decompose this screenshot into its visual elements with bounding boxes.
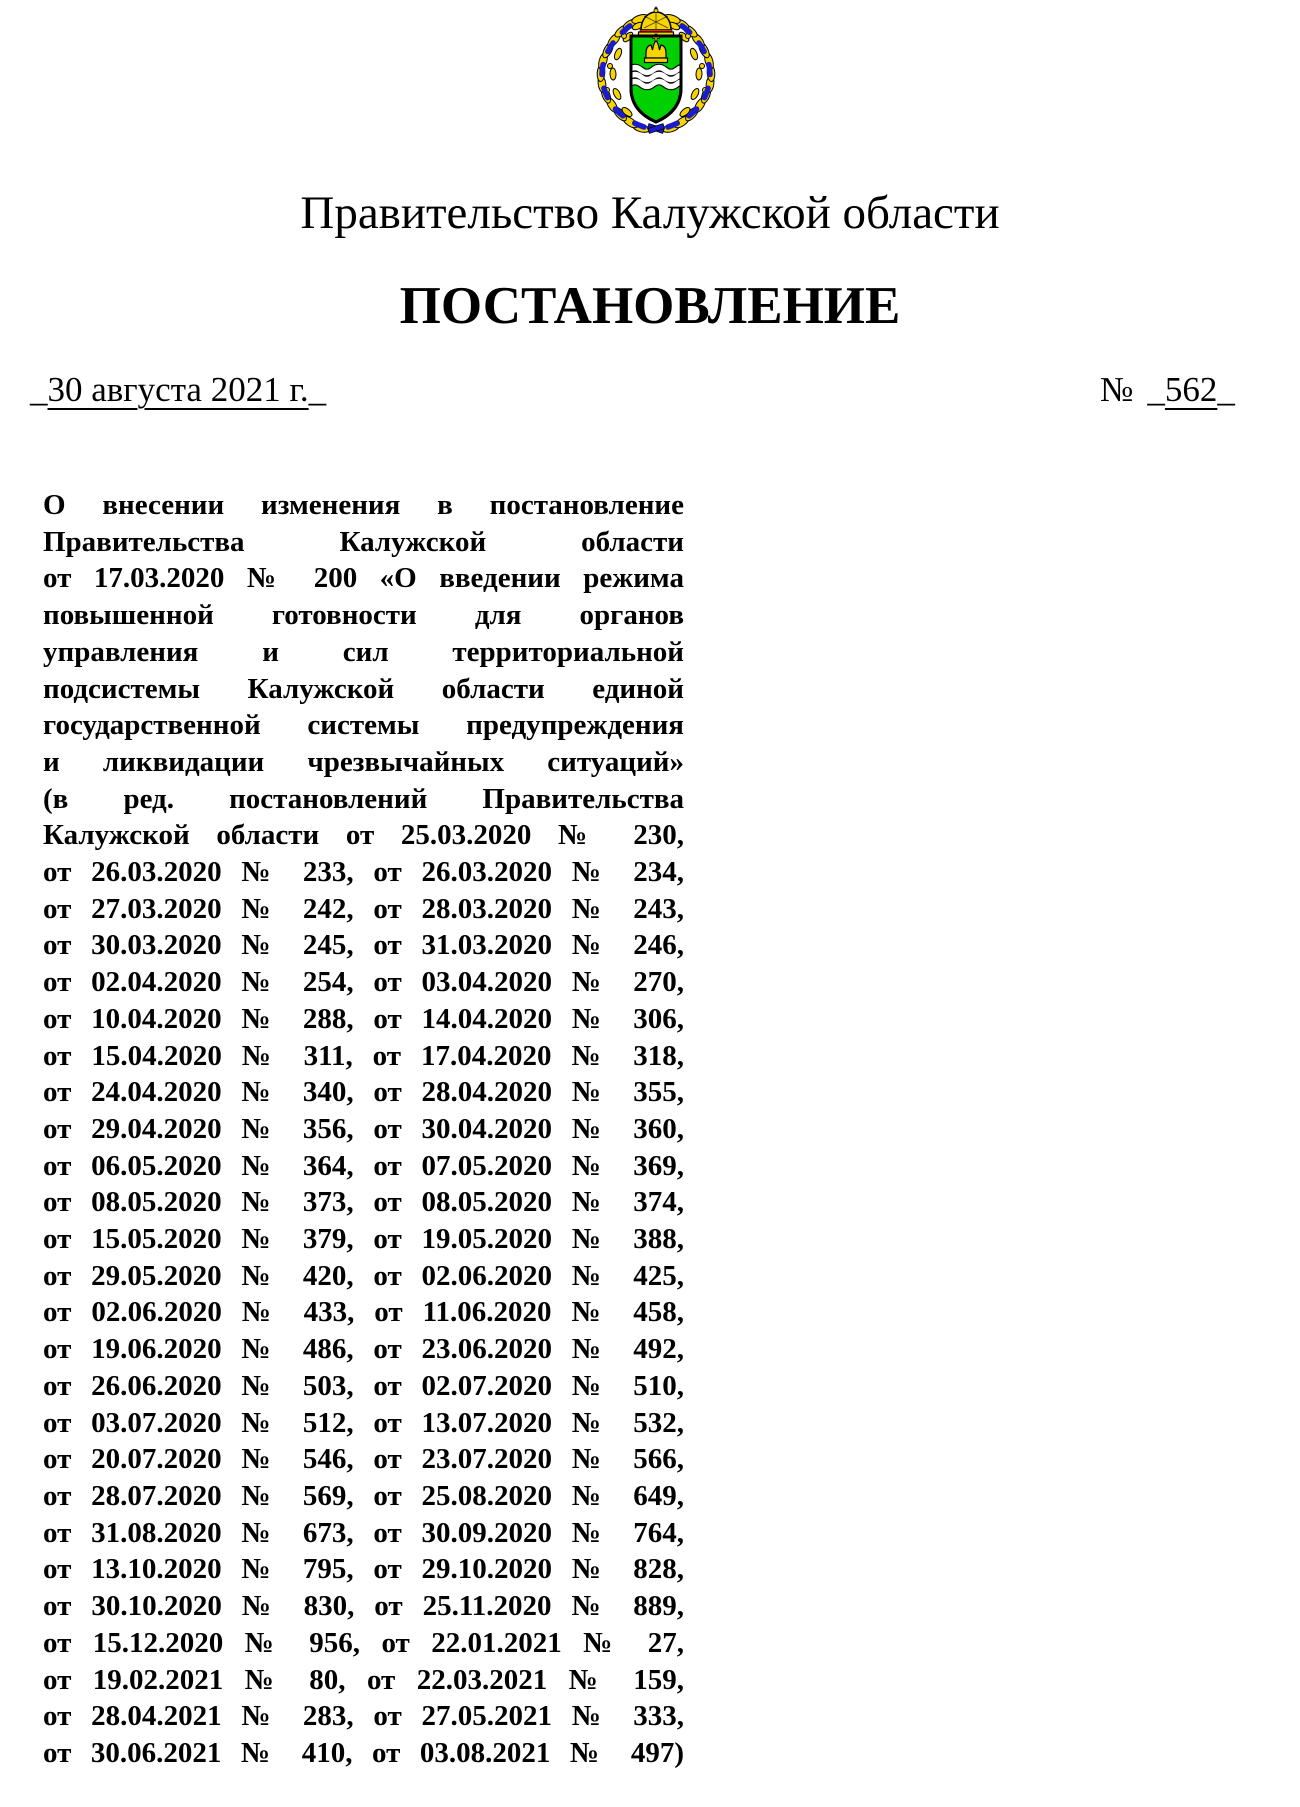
body-paragraph [43,487,684,1772]
body-line: от 26.03.2020 № 233, от 26.03.2020 № 234, [43,856,684,889]
doc-type-title: ПОСТАНОВЛЕНИЕ [399,277,901,335]
body-line: (в ред. постановлений Правительства [43,782,684,815]
body-line: государственной системы предупреждения [43,709,684,742]
number-underscore-post: _ [1217,370,1235,409]
date-underscore-post: _ [308,370,327,409]
body-line: от 27.03.2020 № 242, от 28.03.2020 № 243, [43,892,684,925]
body-line: от 02.04.2020 № 254, от 03.04.2020 № 270, [43,966,684,999]
number-field [1100,370,1235,410]
body-line: от 19.02.2021 № 80, от 22.03.2021 № 159, [43,1663,684,1696]
body-line: от 31.08.2020 № 673, от 30.09.2020 № 764, [43,1516,684,1549]
body-line: от 28.07.2020 № 569, от 25.08.2020 № 649, [43,1479,684,1512]
body-line: от 30.03.2020 № 245, от 31.03.2020 № 246, [43,929,684,962]
org-name: Правительство Калужской области [300,187,1000,239]
body-line: от 13.10.2020 № 795, от 29.10.2020 № 828, [43,1553,684,1586]
body-line: управления и сил территориальной [43,635,684,668]
number-underscore-pre: _ [1147,370,1165,409]
meta-row [0,370,1300,420]
body-line: Калужской области от 25.03.2020 № 230, [43,819,684,852]
body-line: от 19.06.2020 № 486, от 23.06.2020 № 492, [43,1333,684,1366]
body-line: от 08.05.2020 № 373, от 08.05.2020 № 374, [43,1186,684,1219]
body-line: О внесении изменения в постановление [43,489,684,521]
body-line: от 20.07.2020 № 546, от 23.07.2020 № 566, [43,1443,684,1476]
body-line: подсистемы Калужской области единой [43,672,684,705]
date-underscore-pre: _ [30,370,48,409]
body-line: от 17.03.2020 № 200 «О введении режима [43,562,684,595]
ribbon-knot [647,124,664,134]
body-line: от 03.07.2020 № 512, от 13.07.2020 № 532, [43,1406,684,1439]
body-line: от 26.06.2020 № 503, от 02.07.2020 № 510, [43,1369,684,1402]
date-value: 30 августа 2021 г. [47,370,309,409]
body-line: от 06.05.2020 № 364, от 07.05.2020 № 369, [43,1149,684,1182]
body-line: повышенной готовности для органов [43,599,684,632]
body-line: от 15.12.2020 № 956, от 22.01.2021 № 27, [43,1626,684,1659]
body-line: от 15.05.2020 № 379, от 19.05.2020 № 388, [43,1223,684,1256]
number-value: 562 [1164,370,1218,409]
kaluga-coat-of-arms-icon [580,6,732,138]
number-sign: № [1100,370,1134,409]
body-line: от 15.04.2020 № 311, от 17.04.2020 № 318, [43,1039,684,1072]
body-line: и ликвидации чрезвычайных ситуаций» [43,745,684,778]
body-line: от 28.04.2021 № 283, от 27.05.2021 № 333, [43,1700,684,1733]
body-line: от 30.10.2020 № 830, от 25.11.2020 № 889, [43,1590,684,1623]
body-line: от 29.04.2020 № 356, от 30.04.2020 № 360, [43,1112,684,1145]
body-line: от 24.04.2020 № 340, от 28.04.2020 № 355, [43,1076,684,1109]
date-field [30,370,326,410]
body-line: от 29.05.2020 № 420, от 02.06.2020 № 425, [43,1259,684,1292]
imperial-crown-icon [639,7,674,37]
body-line: от 10.04.2020 № 288, от 14.04.2020 № 306, [43,1002,684,1035]
body-line: Правительства Калужской области [43,525,684,558]
body-line: от 30.06.2021 № 410, от 03.08.2021 № 497) [43,1736,684,1769]
body-line: от 02.06.2020 № 433, от 11.06.2020 № 458, [43,1296,684,1329]
